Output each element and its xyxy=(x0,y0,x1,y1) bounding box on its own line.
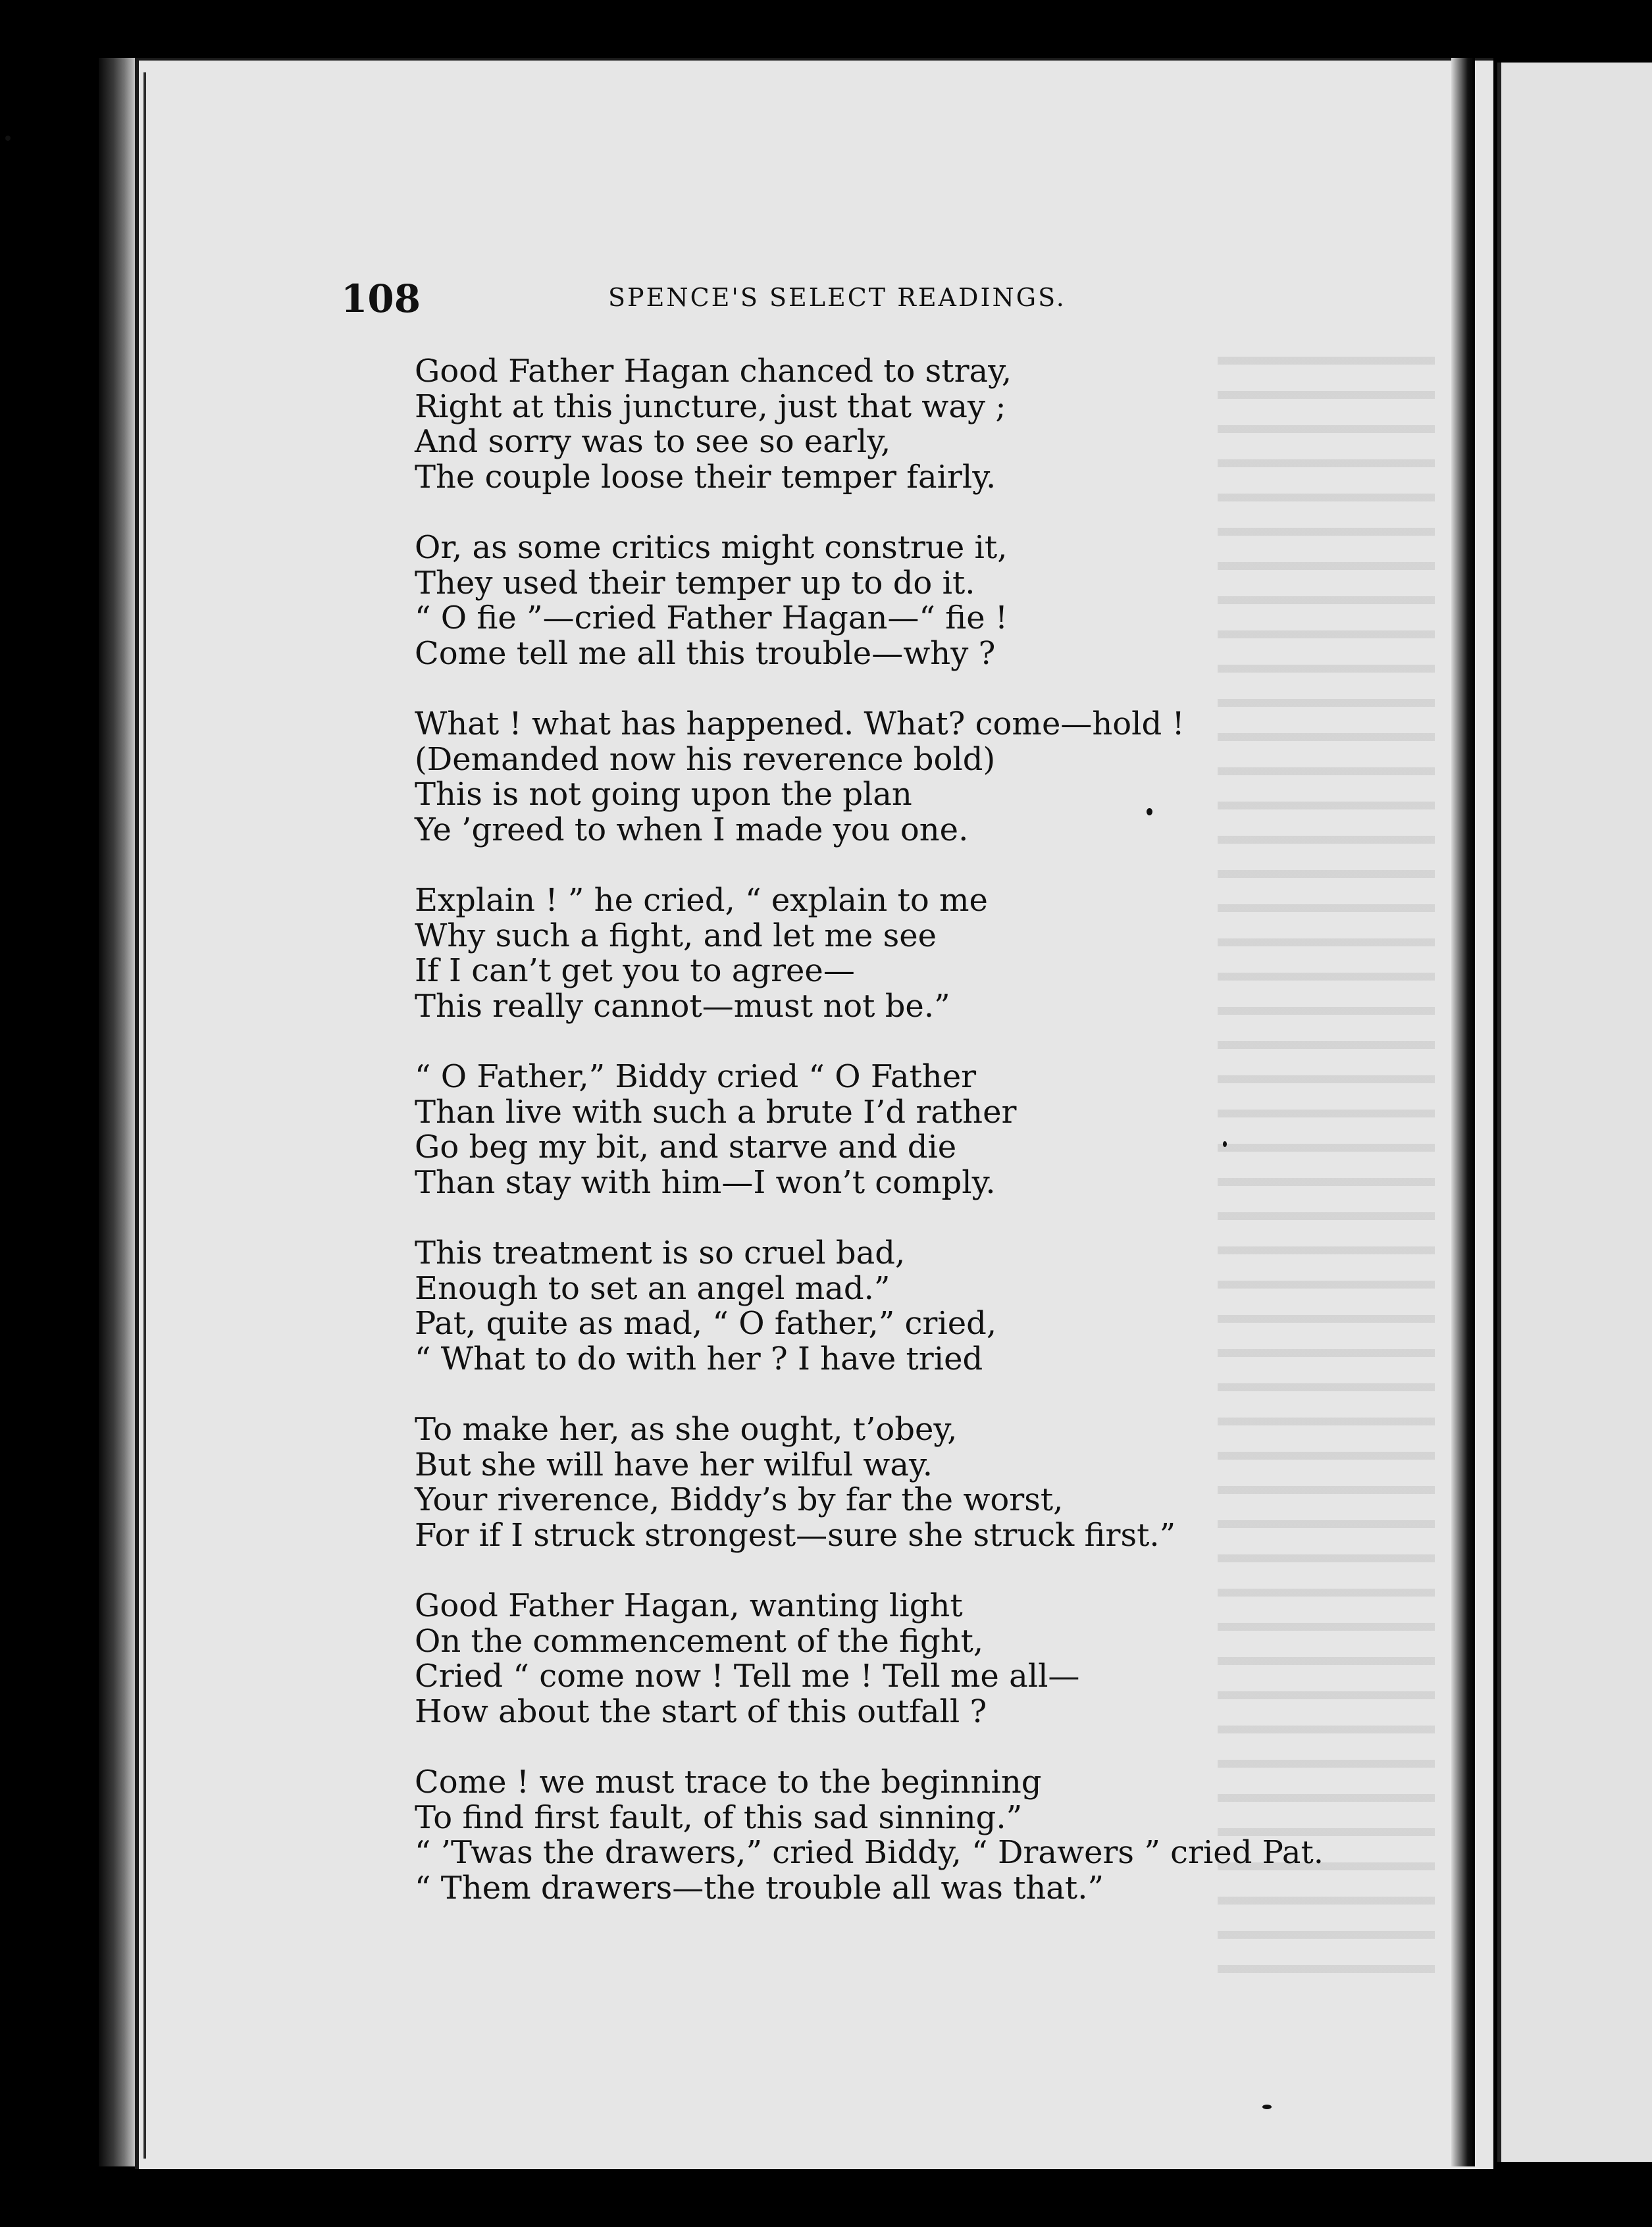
poem-line: But she will have her wilful way. xyxy=(415,1446,933,1483)
poem-line: “ O Father,” Biddy cried “ O Father xyxy=(415,1058,977,1095)
stanza xyxy=(415,883,1402,1024)
poem-line: This treatment is so cruel bad, xyxy=(415,1235,906,1271)
poem-line: They used their temper up to do it. xyxy=(415,564,975,602)
stanza xyxy=(415,707,1402,848)
page-edge-shadow xyxy=(1451,58,1475,2166)
poem-line: The couple loose their temper fairly. xyxy=(415,458,996,496)
stanza xyxy=(415,1589,1402,1729)
poem-line: To make her, as she ought, t’obey, xyxy=(415,1411,958,1448)
poem-line: “ What to do with her ? I have tried xyxy=(415,1340,983,1377)
poem-line: This really cannot—must not be.” xyxy=(415,987,950,1025)
facing-page-edge xyxy=(1497,63,1652,2162)
ink-speck xyxy=(1262,2105,1272,2109)
poem-line: To find first fault, of this sad sinning.” xyxy=(415,1799,1023,1836)
poem-line: “ O fie ”—cried Father Hagan—“ fie ! xyxy=(415,600,1008,636)
poem-line: For if I struck strongest—sure she struck first.” xyxy=(415,1516,1176,1554)
poem-line: Your riverence, Biddy’s by far the worst, xyxy=(415,1481,1064,1518)
running-head xyxy=(341,276,1131,322)
poem-body xyxy=(415,354,1402,1941)
poem-line: Pat, quite as mad, “ O father,” cried, xyxy=(415,1305,997,1342)
stanza xyxy=(415,1412,1402,1553)
stanza xyxy=(415,530,1402,671)
poem-line: Than stay with him—I won’t comply. xyxy=(415,1164,996,1201)
poem-line: If I can’t get you to agree— xyxy=(415,952,855,989)
poem-line: On the commencement of the fight, xyxy=(415,1622,984,1660)
stanza xyxy=(415,1765,1402,1906)
poem-line: This is not going upon the plan xyxy=(415,776,912,813)
page-number: 108 xyxy=(341,276,421,321)
stanza xyxy=(415,1236,1402,1377)
poem-line: (Demanded now his reverence bold) xyxy=(415,740,996,778)
ink-speck xyxy=(1223,1141,1227,1147)
poem-line: And sorry was to see so early, xyxy=(415,423,891,460)
poem-line: Come tell me all this trouble—why ? xyxy=(415,634,996,672)
stanza xyxy=(415,1060,1402,1200)
stanza xyxy=(415,354,1402,495)
running-title: SPENCE'S SELECT READINGS. xyxy=(608,283,1066,312)
poem-line: Enough to set an angel mad.” xyxy=(415,1269,891,1307)
poem-line: “ ’Twas the drawers,” cried Biddy, “ Drawers ” cried Pat. xyxy=(415,1834,1324,1871)
poem-line: Good Father Hagan, wanting light xyxy=(415,1587,963,1624)
poem-line: What ! what has happened. What? come—hold ! xyxy=(415,705,1185,742)
poem-line: Explain ! ” he cried, “ explain to me xyxy=(415,882,988,919)
poem-line: Than live with such a brute I’d rather xyxy=(415,1093,1017,1131)
ink-speck xyxy=(5,136,11,141)
ink-speck xyxy=(1147,808,1152,815)
book-spine xyxy=(99,58,136,2166)
poem-line: Good Father Hagan chanced to stray, xyxy=(415,353,1012,390)
poem-line: Or, as some critics might construe it, xyxy=(415,529,1008,566)
poem-line: Right at this juncture, just that way ; xyxy=(415,388,1006,425)
gutter-line xyxy=(143,72,146,2159)
poem-line: Ye ’greed to when I made you one. xyxy=(415,811,969,848)
poem-line: How about the start of this outfall ? xyxy=(415,1693,987,1730)
poem-line: Why such a fight, and let me see xyxy=(415,917,937,954)
poem-line: Go beg my bit, and starve and die xyxy=(415,1129,957,1165)
poem-line: Come ! we must trace to the beginning xyxy=(415,1764,1042,1801)
poem-line: “ Them drawers—the trouble all was that.” xyxy=(415,1869,1104,1907)
poem-line: Cried “ come now ! Tell me ! Tell me all— xyxy=(415,1658,1080,1695)
